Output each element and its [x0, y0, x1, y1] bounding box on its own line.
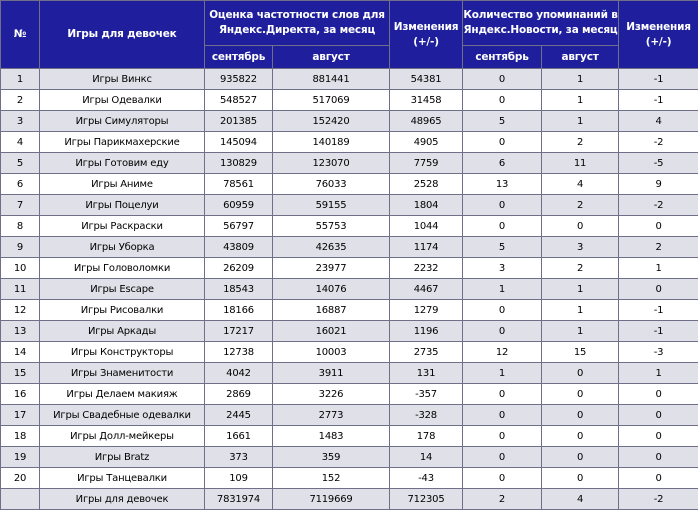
- header-direct-september: сентябрь: [205, 46, 273, 69]
- row-direct-september: 56797: [205, 216, 273, 237]
- row-number: 8: [1, 216, 40, 237]
- row-news-change: 2: [619, 237, 698, 258]
- row-news-change: -1: [619, 90, 698, 111]
- row-game-name: Игры Парикмахерские: [40, 132, 205, 153]
- row-direct-september: 2445: [205, 405, 273, 426]
- row-direct-change: 7759: [390, 153, 463, 174]
- row-game-name: Игры Уборка: [40, 237, 205, 258]
- row-news-change: 0: [619, 426, 698, 447]
- row-game-name: Игры Винкс: [40, 69, 205, 90]
- row-game-name: Игры Конструкторы: [40, 342, 205, 363]
- row-direct-september: 7831974: [205, 489, 273, 510]
- row-direct-september: 18543: [205, 279, 273, 300]
- header-yandex-direct: Оценка частотности слов для Яндекс.Директа, за месяц: [205, 1, 390, 46]
- row-news-august: 0: [542, 426, 619, 447]
- row-direct-change: 54381: [390, 69, 463, 90]
- row-news-august: 15: [542, 342, 619, 363]
- row-number: 1: [1, 69, 40, 90]
- header-num: №: [1, 1, 40, 69]
- row-direct-september: 43809: [205, 237, 273, 258]
- row-news-september: 0: [463, 69, 542, 90]
- row-news-september: 1: [463, 363, 542, 384]
- row-game-name: Игры Симуляторы: [40, 111, 205, 132]
- row-news-august: 1: [542, 111, 619, 132]
- row-number: 2: [1, 90, 40, 111]
- row-news-august: 2: [542, 195, 619, 216]
- row-direct-change: 14: [390, 447, 463, 468]
- row-news-august: 1: [542, 279, 619, 300]
- row-game-name: Игры Аркады: [40, 321, 205, 342]
- table-row: [1, 153, 698, 174]
- row-direct-september: 26209: [205, 258, 273, 279]
- row-news-change: 0: [619, 216, 698, 237]
- table-row: [1, 300, 698, 321]
- row-news-change: -3: [619, 342, 698, 363]
- row-game-name: Игры Делаем макияж: [40, 384, 205, 405]
- row-news-september: 0: [463, 321, 542, 342]
- row-news-change: -2: [619, 195, 698, 216]
- row-direct-september: 145094: [205, 132, 273, 153]
- row-news-august: 0: [542, 384, 619, 405]
- row-news-change: -2: [619, 489, 698, 510]
- row-direct-change: 1174: [390, 237, 463, 258]
- row-news-august: 3: [542, 237, 619, 258]
- row-direct-change: 48965: [390, 111, 463, 132]
- row-direct-august: 10003: [273, 342, 390, 363]
- row-direct-change: 178: [390, 426, 463, 447]
- row-news-august: 0: [542, 363, 619, 384]
- row-number: [1, 489, 40, 510]
- total-row: [1, 489, 698, 510]
- table-row: [1, 90, 698, 111]
- row-news-september: 13: [463, 174, 542, 195]
- row-news-change: 0: [619, 384, 698, 405]
- row-direct-september: 78561: [205, 174, 273, 195]
- row-number: 19: [1, 447, 40, 468]
- row-direct-august: 1483: [273, 426, 390, 447]
- row-news-september: 0: [463, 447, 542, 468]
- row-direct-change: 2232: [390, 258, 463, 279]
- row-number: 3: [1, 111, 40, 132]
- row-direct-august: 16021: [273, 321, 390, 342]
- row-direct-august: 152420: [273, 111, 390, 132]
- row-number: 12: [1, 300, 40, 321]
- row-game-name: Игры Раскраски: [40, 216, 205, 237]
- row-direct-september: 201385: [205, 111, 273, 132]
- table-row: [1, 258, 698, 279]
- row-news-september: 0: [463, 132, 542, 153]
- table-row: [1, 321, 698, 342]
- row-game-name: Игры Долл-мейкеры: [40, 426, 205, 447]
- row-news-august: 1: [542, 321, 619, 342]
- row-number: 9: [1, 237, 40, 258]
- table-row: [1, 363, 698, 384]
- row-news-change: -1: [619, 69, 698, 90]
- row-game-name: Игры Знаменитости: [40, 363, 205, 384]
- row-direct-august: 59155: [273, 195, 390, 216]
- row-news-september: 0: [463, 90, 542, 111]
- row-game-name: Игры Головоломки: [40, 258, 205, 279]
- row-news-august: 0: [542, 216, 619, 237]
- row-number: 15: [1, 363, 40, 384]
- row-direct-august: 359: [273, 447, 390, 468]
- header-direct-august: август: [273, 46, 390, 69]
- row-news-august: 1: [542, 90, 619, 111]
- row-direct-change: -328: [390, 405, 463, 426]
- table-header: [1, 1, 698, 69]
- row-news-change: -2: [619, 132, 698, 153]
- row-direct-september: 4042: [205, 363, 273, 384]
- header-news-september: сентябрь: [463, 46, 542, 69]
- row-direct-september: 935822: [205, 69, 273, 90]
- row-number: 20: [1, 468, 40, 489]
- row-direct-change: -357: [390, 384, 463, 405]
- row-direct-september: 548527: [205, 90, 273, 111]
- header-games: Игры для девочек: [40, 1, 205, 69]
- table-row: [1, 405, 698, 426]
- row-news-change: -1: [619, 321, 698, 342]
- row-direct-change: 4467: [390, 279, 463, 300]
- row-number: 10: [1, 258, 40, 279]
- row-direct-september: 2869: [205, 384, 273, 405]
- row-news-change: 0: [619, 405, 698, 426]
- row-direct-august: 76033: [273, 174, 390, 195]
- row-number: 13: [1, 321, 40, 342]
- row-direct-august: 152: [273, 468, 390, 489]
- row-direct-september: 17217: [205, 321, 273, 342]
- header-changes-news: Изменения (+/-): [619, 1, 698, 69]
- row-direct-august: 3226: [273, 384, 390, 405]
- row-direct-september: 60959: [205, 195, 273, 216]
- row-direct-august: 7119669: [273, 489, 390, 510]
- row-news-change: 0: [619, 447, 698, 468]
- row-direct-august: 517069: [273, 90, 390, 111]
- row-direct-august: 55753: [273, 216, 390, 237]
- row-news-september: 0: [463, 195, 542, 216]
- table-row: [1, 174, 698, 195]
- row-news-september: 5: [463, 237, 542, 258]
- row-news-august: 0: [542, 447, 619, 468]
- row-news-change: 4: [619, 111, 698, 132]
- header-news-august: август: [542, 46, 619, 69]
- row-number: 6: [1, 174, 40, 195]
- row-news-august: 4: [542, 489, 619, 510]
- row-news-september: 3: [463, 258, 542, 279]
- row-news-change: 1: [619, 258, 698, 279]
- header-yandex-news: Количество упоминаний в Яндекс.Новости, за месяц: [463, 1, 619, 46]
- header-changes-direct: Изменения (+/-): [390, 1, 463, 69]
- row-direct-change: 2735: [390, 342, 463, 363]
- row-news-change: 1: [619, 363, 698, 384]
- row-game-name: Игры Bratz: [40, 447, 205, 468]
- row-number: 18: [1, 426, 40, 447]
- table-row: [1, 426, 698, 447]
- row-direct-change: 1804: [390, 195, 463, 216]
- table-row: [1, 468, 698, 489]
- row-news-september: 12: [463, 342, 542, 363]
- row-game-name: Игры Рисовалки: [40, 300, 205, 321]
- row-direct-september: 130829: [205, 153, 273, 174]
- row-number: 5: [1, 153, 40, 174]
- row-news-september: 2: [463, 489, 542, 510]
- table-row: [1, 216, 698, 237]
- row-game-name: Игры Готовим еду: [40, 153, 205, 174]
- row-news-change: 0: [619, 279, 698, 300]
- row-game-name: Игры Танцевалки: [40, 468, 205, 489]
- row-direct-august: 3911: [273, 363, 390, 384]
- row-direct-august: 881441: [273, 69, 390, 90]
- row-game-name: Игры Поцелуи: [40, 195, 205, 216]
- row-news-september: 0: [463, 300, 542, 321]
- row-direct-august: 2773: [273, 405, 390, 426]
- row-direct-august: 14076: [273, 279, 390, 300]
- row-number: 14: [1, 342, 40, 363]
- row-news-september: 0: [463, 216, 542, 237]
- row-news-august: 1: [542, 69, 619, 90]
- row-news-september: 5: [463, 111, 542, 132]
- row-direct-september: 109: [205, 468, 273, 489]
- row-number: 4: [1, 132, 40, 153]
- table-row: [1, 111, 698, 132]
- row-number: 16: [1, 384, 40, 405]
- row-news-september: 0: [463, 468, 542, 489]
- row-direct-august: 42635: [273, 237, 390, 258]
- row-direct-september: 18166: [205, 300, 273, 321]
- row-news-september: 0: [463, 384, 542, 405]
- row-direct-september: 12738: [205, 342, 273, 363]
- row-news-september: 0: [463, 426, 542, 447]
- row-news-august: 11: [542, 153, 619, 174]
- row-news-august: 1: [542, 300, 619, 321]
- table-row: [1, 447, 698, 468]
- row-direct-change: 4905: [390, 132, 463, 153]
- row-news-september: 0: [463, 405, 542, 426]
- row-news-august: 0: [542, 405, 619, 426]
- row-direct-change: 2528: [390, 174, 463, 195]
- row-news-august: 2: [542, 132, 619, 153]
- row-direct-august: 16887: [273, 300, 390, 321]
- row-number: 17: [1, 405, 40, 426]
- row-number: 7: [1, 195, 40, 216]
- row-direct-change: 31458: [390, 90, 463, 111]
- row-direct-change: 1279: [390, 300, 463, 321]
- table-row: [1, 384, 698, 405]
- row-game-name: Игры Одевалки: [40, 90, 205, 111]
- table-row: [1, 69, 698, 90]
- table-row: [1, 342, 698, 363]
- table-row: [1, 195, 698, 216]
- row-direct-september: 1661: [205, 426, 273, 447]
- row-news-august: 4: [542, 174, 619, 195]
- table-body: [1, 69, 698, 510]
- row-news-change: -1: [619, 300, 698, 321]
- row-news-change: -5: [619, 153, 698, 174]
- row-number: 11: [1, 279, 40, 300]
- row-direct-change: 1044: [390, 216, 463, 237]
- row-news-august: 2: [542, 258, 619, 279]
- row-direct-august: 140189: [273, 132, 390, 153]
- table-row: [1, 132, 698, 153]
- row-direct-change: 712305: [390, 489, 463, 510]
- table-row: [1, 279, 698, 300]
- row-game-name: Игры Свадебные одевалки: [40, 405, 205, 426]
- row-direct-change: 1196: [390, 321, 463, 342]
- row-news-change: 0: [619, 468, 698, 489]
- row-direct-change: -43: [390, 468, 463, 489]
- row-game-name: Игры Escape: [40, 279, 205, 300]
- row-game-name: Игры Аниме: [40, 174, 205, 195]
- row-game-name: Игры для девочек: [40, 489, 205, 510]
- row-news-september: 1: [463, 279, 542, 300]
- row-news-change: 9: [619, 174, 698, 195]
- row-direct-change: 131: [390, 363, 463, 384]
- row-news-september: 6: [463, 153, 542, 174]
- row-direct-august: 23977: [273, 258, 390, 279]
- row-direct-september: 373: [205, 447, 273, 468]
- row-direct-august: 123070: [273, 153, 390, 174]
- row-news-august: 0: [542, 468, 619, 489]
- table-row: [1, 237, 698, 258]
